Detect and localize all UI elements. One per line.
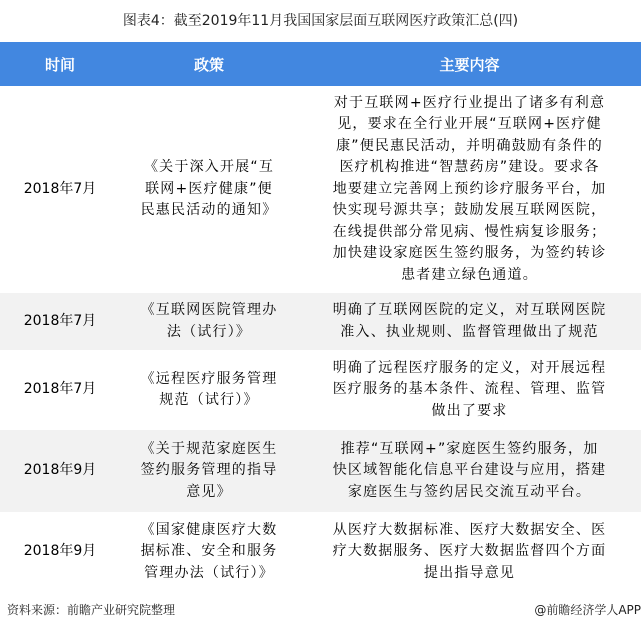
content-line: 对于互联网+医疗行业提出了诸多有利意	[333, 94, 606, 111]
policy-line: 《远程医疗服务管理	[140, 370, 278, 387]
cell-content	[298, 86, 641, 293]
content-line: 家庭医生与签约居民交流互动平台。	[347, 483, 592, 500]
cell-policy	[120, 86, 298, 293]
cell-content	[298, 430, 641, 512]
credit-note: @前瞻经济学人APP	[534, 603, 641, 617]
content-line: 准入、执业规则、监督管理做出了规范	[340, 323, 599, 340]
policy-line: 管理办法（试行）》	[144, 564, 274, 581]
cell-content	[298, 512, 641, 592]
policy-line: 签约服务管理的指导	[140, 462, 278, 479]
cell-policy	[120, 350, 298, 430]
cell-policy	[120, 430, 298, 512]
cell-content	[298, 350, 641, 430]
policy-line: 联网+医疗健康”便	[145, 180, 273, 197]
content-line: 地要建立完善网上预约诊疗服务平台，加	[332, 180, 607, 197]
column-header-content: 主要内容	[298, 42, 641, 86]
policy-line: 《关于规范家庭医生	[140, 440, 278, 457]
policy-table	[0, 42, 641, 592]
content-line: 提出指导意见	[423, 564, 516, 581]
policy-line: 《国家健康医疗大数	[140, 521, 278, 538]
content-line: 从医疗大数据标准、医疗大数据安全、医	[332, 521, 607, 538]
cell-time: 2018年9月	[0, 430, 120, 512]
column-header-policy: 政策	[120, 42, 298, 86]
table-row	[0, 293, 641, 350]
policy-line: 民惠民活动的通知》	[140, 202, 278, 219]
content-line: 疗大数据服务、医疗大数据监督四个方面	[332, 543, 607, 560]
content-line: 医疗服务的基本条件、流程、管理、监管	[332, 381, 607, 398]
content-line: 见，要求在全行业开展“互联网+医疗健	[337, 116, 602, 133]
cell-policy	[120, 293, 298, 350]
policy-line: 《互联网医院管理办	[140, 302, 278, 318]
cell-time: 2018年7月	[23, 381, 97, 398]
content-line: 快实现号源共享；鼓励发展互联网医院，	[332, 202, 607, 219]
chart-title: 图表4：截至2019年11月我国国家层面互联网医疗政策汇总(四)	[122, 13, 519, 29]
table-row	[0, 512, 641, 592]
cell-policy	[120, 512, 298, 592]
policy-line: 规范（试行）》	[159, 392, 259, 408]
content-line: 推荐“互联网+”家庭医生签约服务，加	[340, 440, 599, 457]
policy-line: 意见》	[186, 483, 232, 500]
policy-line: 据标准、安全和服务	[140, 543, 278, 560]
policy-line: 《关于深入开展“互	[143, 159, 275, 176]
content-line: 明确了远程医疗服务的定义，对开展远程	[332, 359, 607, 376]
table-row	[0, 350, 641, 430]
cell-time: 2018年9月	[23, 543, 97, 560]
content-line: 患者建立绿色通道。	[401, 266, 538, 283]
cell-content	[298, 293, 641, 350]
table-row	[0, 430, 641, 512]
content-line: 在线提供部分常见病、慢性病复诊服务；	[332, 223, 607, 240]
content-line: 快区域智能化信息平台建设与应用，搭建	[332, 462, 607, 479]
source-note: 资料来源：前瞻产业研究院整理	[7, 603, 176, 617]
content-line: 明确了互联网医院的定义，对互联网医院	[332, 302, 607, 318]
policy-line: 法（试行）》	[166, 323, 252, 340]
content-line: 康”便民惠民活动，并明确鼓励有条件的	[336, 137, 603, 154]
cell-time: 2018年7月	[23, 180, 97, 197]
column-header-time: 时间	[0, 42, 120, 86]
table-header	[0, 42, 641, 86]
cell-time: 2018年7月	[0, 293, 120, 350]
content-line: 做出了要求	[431, 402, 508, 419]
content-line: 加快建设家庭医生签约服务，为签约转诊	[332, 245, 607, 262]
table-row	[0, 86, 641, 293]
content-line: 医疗机构推进“智慧药房”建设。要求各	[339, 159, 600, 176]
